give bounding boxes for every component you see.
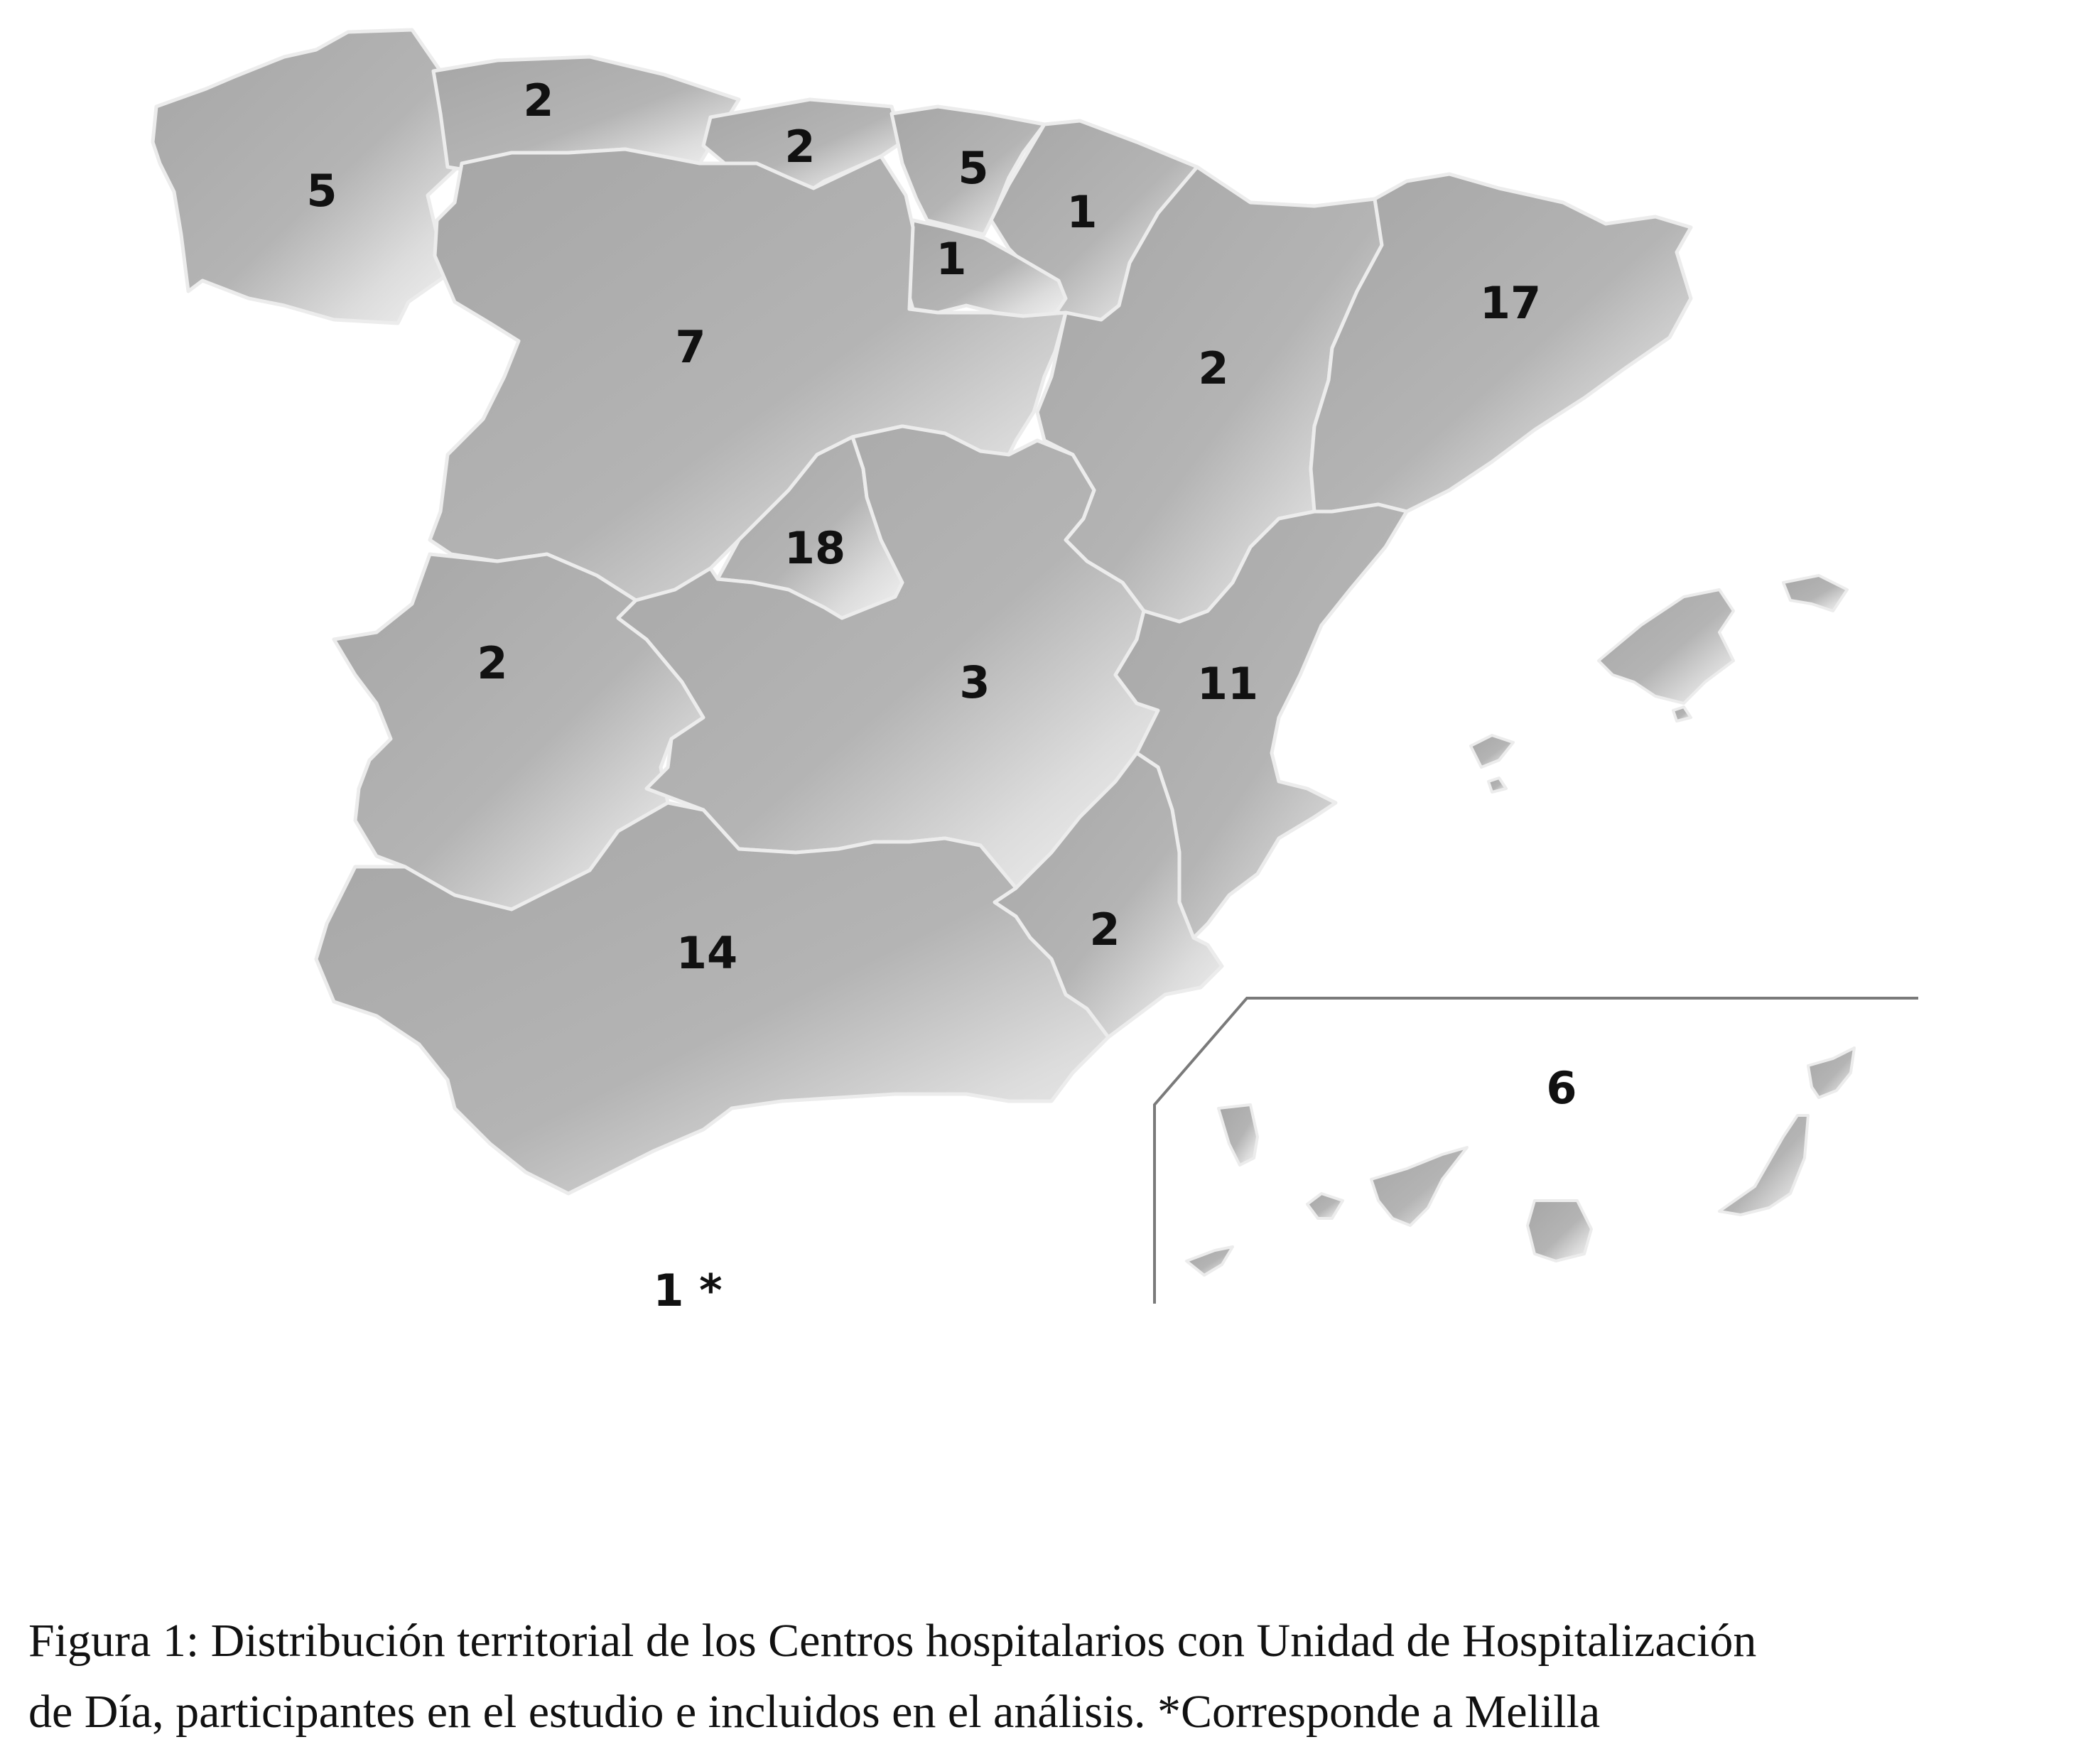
caption-line-2: de Día, participantes en el estudio e incluidos en el análisis. *Corresponde a Melilla (28, 1686, 1601, 1738)
count-andalucia: 14 (676, 927, 738, 979)
count-canarias: 6 (1546, 1062, 1577, 1114)
island-gran-canaria (1527, 1201, 1591, 1261)
count-cantabria: 2 (784, 121, 816, 173)
count-extremadura: 2 (477, 637, 508, 689)
island-ibiza (1471, 735, 1513, 767)
count-madrid: 18 (784, 522, 846, 574)
island-formentera (1488, 778, 1506, 792)
count-castilla-y-leon: 7 (675, 321, 706, 373)
island-menorca (1783, 575, 1847, 611)
count-navarra: 1 (1066, 186, 1098, 238)
island-lanzarote (1808, 1048, 1854, 1098)
count-cataluna: 17 (1479, 277, 1542, 329)
count-asturias: 2 (523, 75, 554, 126)
count-pais-vasco: 5 (958, 142, 989, 194)
count-murcia: 2 (1089, 904, 1120, 956)
island-la-gomera (1307, 1194, 1343, 1218)
island-la-palma (1218, 1105, 1258, 1165)
island-cabrera (1673, 707, 1691, 721)
island-fuerteventura (1719, 1115, 1808, 1215)
island-mallorca (1599, 590, 1734, 703)
island-tenerife (1371, 1147, 1467, 1225)
caption-line-1: Figura 1: Distribución territorial de los Centros hospitalarios con Unidad de Hospitalización (28, 1615, 1757, 1667)
count-la-rioja: 1 (936, 233, 967, 285)
count-castilla-la-mancha: 3 (959, 656, 990, 708)
count-comunidad-valenciana: 11 (1196, 658, 1259, 710)
island-el-hierro (1186, 1247, 1233, 1275)
figure-caption (28, 1606, 2075, 1748)
count-galicia: 5 (306, 165, 337, 217)
count-melilla: 1 * (653, 1265, 723, 1316)
count-aragon: 2 (1198, 342, 1229, 394)
